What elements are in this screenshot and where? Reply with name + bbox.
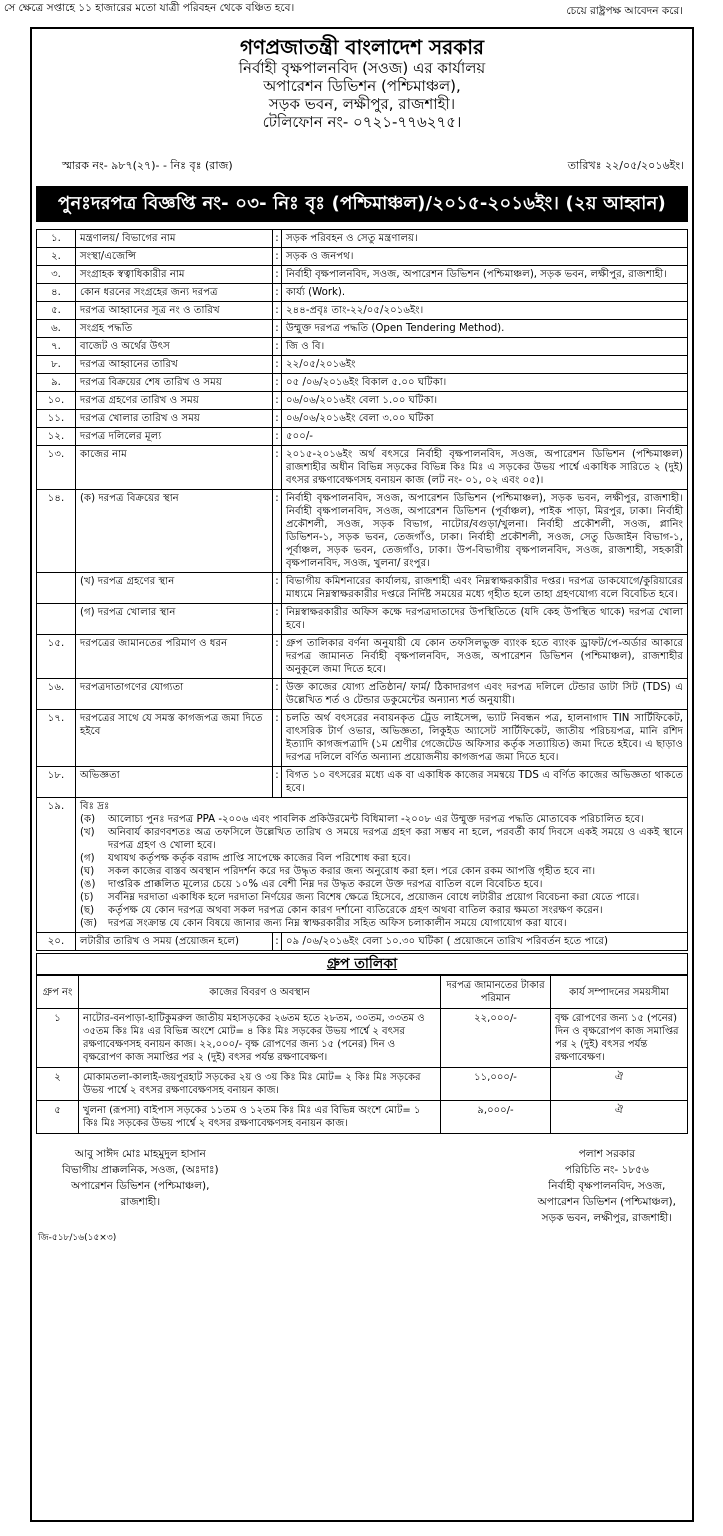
row-number: ১৫. xyxy=(37,635,76,679)
note-text: দরপত্র সংক্রান্ত যে কোন বিষয়ে জানার জন্য নিম্ন স্বাক্ষরকারীর সহিত অফিস চলাকালীন সময়ে যোগাযোগ করা যাবে। xyxy=(108,918,567,929)
row-colon: : xyxy=(273,410,282,428)
signature-block-right xyxy=(538,1146,676,1226)
note-text: দাপ্তরিক প্রাক্কলিত মূল্যের চেয়ে ১০% এর বেশী নিম্ন দর উদ্ধৃত করলে উক্ত দরপত্র বাতিল বলে বিবেচিত হবে। xyxy=(108,879,543,890)
info-row xyxy=(37,356,688,374)
note-letter: (গ) xyxy=(80,853,95,864)
header-work-description: কাজের বিবরণ ও অবস্থান xyxy=(79,976,441,1009)
row-colon: : xyxy=(273,356,282,374)
row-value: ২০১৫-২০১৬ইং অর্থ বৎসরে নির্বাহী বৃক্ষপালনবিদ, সওজ, অপারেশন ডিভিশন (পশ্চিমাঞ্চল) রাজশাহীর অধীন বিভিন্ন সড়কের বিভিন্ন কিঃ মিঃ এ সড়কের উভয় পার্শ্বে একাধিক সারিতে ২ (দুই) বৎসর রক্ষণাবেক্ষণসহ বনায়ন কাজ (লট নং- ০১, ০২ এবং ০৫)। xyxy=(282,446,688,490)
row-number: ৬. xyxy=(37,320,76,338)
row-value: ০৬/০৬/২০১৬ইং বেলা ১.০০ ঘটিকা। xyxy=(282,392,688,410)
note-item xyxy=(80,826,683,852)
row-value: উক্ত কাজের যোগ্য প্রতিষ্ঠান/ ফার্ম/ ঠিকাদারগণ এবং দরপত্র দলিলে টেন্ডার ডাটা সিট (TDS) এ উল্লেখিত শর্ত ও টেন্ডার ডকুমেন্টের অন্যান্য শর্ত অনুযায়ী। xyxy=(282,679,688,710)
notes-title: বিঃ দ্রঃ xyxy=(80,801,110,812)
row-value: সড়ক ও জনপথ। xyxy=(282,248,688,266)
row-value: নির্বাহী বৃক্ষপালনবিদ, সওজ, অপারেশন ডিভিশন (পশ্চিমাঞ্চল), সড়ক ভবন, লক্ষীপুর, রাজশাহী। নির্বাহী বৃক্ষপালনবিদ, সওজ, অপারেশন ডিভিশন (পূর্বাঞ্চল), পাইক পাড়া, মিরপুর, ঢাকা। নির্বাহী প্রকৌশলী, সওজ, সড়ক বিভাগ, নাটোর/বগুড়া/খুলনা। নির্বাহী প্রকৌশলী, সওজ, প্লানিং ডিভিশন-১, সড়ক ভবন, তেজগাঁও, ঢাকা। নির্বাহী প্রকৌশলী, সওজ, সেতু ডিজাইন বিভাগ-১, পূর্বাঞ্চল, সড়ক ভবন, তেজগাঁও, ঢাকা। উপ-বিভাগীয় বৃক্ষপালনবিদ, সওজ, রাজশাহী, সহকারী বৃক্ষপালনবিদ, সওজ, খুলনা/ রংপুর। xyxy=(282,490,688,573)
row-label: দরপত্র আহ্বানের তারিখ xyxy=(76,356,273,374)
row-number: ৭. xyxy=(37,338,76,356)
group-number: ১ xyxy=(37,1009,79,1068)
info-row xyxy=(37,302,688,320)
info-row xyxy=(37,635,688,679)
row-number: ১৬. xyxy=(37,679,76,710)
row-number: ২০. xyxy=(37,933,76,951)
note-item xyxy=(80,917,683,930)
row-colon: : xyxy=(273,573,282,604)
info-row xyxy=(37,374,688,392)
note-letter: (জ) xyxy=(80,918,98,929)
signatory-designation: নির্বাহী বৃক্ষপালনবিদ, সওজ, xyxy=(548,1180,666,1192)
info-row xyxy=(37,410,688,428)
signatory-name: আবু সাঈদ মোঃ মাহমুদুল হাসান xyxy=(74,1148,206,1160)
top-news-strip xyxy=(0,0,723,26)
completion-time: ঐ xyxy=(551,1068,688,1101)
group-table-header-row xyxy=(37,976,688,1009)
row-value: বিগত ১০ বৎসরের মধ্যে এক বা একাধিক কাজের সমন্বয়ে TDS এ বর্ণিত কাজের অভিজ্ঞতা থাকতে হবে। xyxy=(282,767,688,798)
office-telephone: টেলিফোন নং- ০৭২১-৭৭৬২৭৫। xyxy=(262,113,462,131)
group-list-title: গ্রুপ তালিকা xyxy=(36,953,688,975)
row-value: ২৪৪-প্রবৃঃ তাং-২২/০৫/২০১৬ইং। xyxy=(282,302,688,320)
office-address: সড়ক ভবন, লক্ষীপুর, রাজশাহী। xyxy=(268,95,456,113)
row-colon: : xyxy=(273,604,282,635)
advertisement-code: জি-৫১৮/১৬(১৫×৩) xyxy=(38,1233,117,1243)
row-label: বাজেট ও অর্থের উৎস xyxy=(76,338,273,356)
row-number: ১২. xyxy=(37,428,76,446)
row-number: ১১. xyxy=(37,410,76,428)
row-value: ০৫ /০৬/২০১৬ইং বিকাল ৫.০০ ঘটিকা। xyxy=(282,374,688,392)
info-row xyxy=(37,284,688,302)
row-colon: : xyxy=(273,320,282,338)
row-number xyxy=(37,573,76,604)
info-row xyxy=(37,248,688,266)
row-colon: : xyxy=(273,266,282,284)
row-label: কাজের নাম xyxy=(76,446,273,490)
work-description: মোকামতলা-কালাই-জয়পুরহাট সড়কের ২য় ও ৩য় কিঃ মিঃ মোট= ২ কিঃ মিঃ সড়কের উভয় পার্শ্বে ২ বৎসর রক্ষণাবেক্ষণসহ বনায়ন কাজ। xyxy=(79,1068,441,1101)
work-description: নাটোর-বনপাড়া-হাটিকুমরুল জাতীয় মহাসড়কের ২৬তম হতে ২৮তম, ৩০তম, ৩৩তম ও ৩৫তম কিঃ মিঃ এর বিভিন্ন অংশে মোট= ৪ কিঃ মিঃ সড়কের উভয় পার্শ্বে ২ বৎসর রক্ষণাবেক্ষণসহ বনায়ন কাজ। ২২,০০০/- বৃক্ষ রোপণের জন্য ১৫ (পনের) দিন ও বৃক্ষরোপণ কাজ সমাপ্তির পর ২ (দুই) বৎসর পর্যন্ত রক্ষণাবেক্ষণ। xyxy=(79,1009,441,1068)
row-label: দরপত্রের জামানতের পরিমাণ ও ধরন xyxy=(76,635,273,679)
signatory-name: পলাশ সরকার xyxy=(578,1148,636,1160)
deposit-amount: ১১,০০০/- xyxy=(441,1068,551,1101)
row-number: ৩. xyxy=(37,266,76,284)
row-value: জি ও বি। xyxy=(282,338,688,356)
row-value: চলতি অর্থ বৎসরের নবায়নকৃত ট্রেড লাইসেন্স, ভ্যাট নিবন্ধন পত্র, হালনাগাদ TIN সার্টিফিকেট, বাৎসরিক টার্ণ ওভার, অভিজ্ঞতা, লিকুইড অ্যাসেট সার্টিফিকেট, জাতীয় পরিচয়পত্র, মানি রশিদ ইত্যাদি কাগজপত্রাদি (১ম শ্রেণীর গেজেটেড অফিসার কর্তৃক সত্যায়িত) জমা দিতে হইবে। এ ছাড়াও দরপত্র দলিলে বর্ণিত অন্যান্য প্রয়োজনীয় কাগজপত্র জমা দিতে হবে। xyxy=(282,710,688,767)
row-number: ৪. xyxy=(37,284,76,302)
note-text: যথাযথ কর্তৃপক্ষ কর্তৃক বরাদ্দ প্রাপ্তি সাপেক্ষে কাজের বিল পরিশোধ করা হবে। xyxy=(108,853,411,864)
info-row xyxy=(37,446,688,490)
note-text: সকল কাজের বাস্তব অবস্থান পরিদর্শন করে দর উদ্ধৃত করার জন্য অনুরোধ করা হল। পরে কোন রকম আপত্তি গৃহীত হবে না। xyxy=(108,866,596,877)
row-label: সংগ্রাহক স্বত্বাধিকারীর নাম xyxy=(76,266,273,284)
row-colon: : xyxy=(273,933,282,951)
note-item xyxy=(80,865,683,878)
row-label: দরপত্র বিক্রয়ের শেষ তারিখ ও সময় xyxy=(76,374,273,392)
row-colon: : xyxy=(273,428,282,446)
row-colon: : xyxy=(273,374,282,392)
info-row xyxy=(37,392,688,410)
row-label: দরপত্র আহ্বানের সূত্র নং ও তারিখ xyxy=(76,302,273,320)
note-letter: (ঘ) xyxy=(80,866,95,877)
info-row xyxy=(37,573,688,604)
info-row xyxy=(37,490,688,573)
notice-date: তারিখঃ ২২/০৫/২০১৬ইং। xyxy=(567,159,684,172)
note-item xyxy=(80,878,683,891)
row-number: ১. xyxy=(37,230,76,248)
row-colon: : xyxy=(273,248,282,266)
row-label: দরপত্র খোলার তারিখ ও সময় xyxy=(76,410,273,428)
note-letter: (খ) xyxy=(80,827,95,838)
notes-cell xyxy=(76,798,688,933)
row-label: (খ) দরপত্র গ্রহণের স্থান xyxy=(76,573,273,604)
govt-title: গণপ্রজাতন্ত্রী বাংলাদেশ সরকার xyxy=(240,35,484,59)
info-row xyxy=(37,320,688,338)
info-row xyxy=(37,230,688,248)
group-row xyxy=(37,1068,688,1101)
row-label: (গ) দরপত্র খোলার স্থান xyxy=(76,604,273,635)
row-colon: : xyxy=(273,490,282,573)
completion-time: ঐ xyxy=(551,1101,688,1134)
row-label: অভিজ্ঞতা xyxy=(76,767,273,798)
lottery-row xyxy=(37,933,688,951)
row-number xyxy=(37,604,76,635)
notes-row xyxy=(37,798,688,933)
note-letter: (চ) xyxy=(80,892,94,903)
note-letter: (ছ) xyxy=(80,905,95,916)
row-label: দরপত্র গ্রহণের তারিখ ও সময় xyxy=(76,392,273,410)
info-row xyxy=(37,604,688,635)
header-deposit-amount: দরপত্র জামানতের টাকার পরিমান xyxy=(441,976,551,1009)
note-text: আলোচ্য পুনঃ দরপত্র PPA -২০০৬ এবং পাবলিক প্রকিউরমেন্ট বিধিমালা -২০০৮ এর উম্মুক্ত দরপত্র পদ্ধতি মোতাবেক পরিচালিত হবে। xyxy=(108,814,644,825)
office-name: নির্বাহী বৃক্ষপালনবিদ (সওজ) এর কার্যালয় xyxy=(238,59,486,77)
row-label: দরপত্রের সাথে যে সমস্ত কাগজপত্র জমা দিতে হইবে xyxy=(76,710,273,767)
completion-time: বৃক্ষ রোপণের জন্য ১৫ (পনের) দিন ও বৃক্ষরোপণ কাজ সমাপ্তির পর ২ (দুই) বৎসর পর্যন্ত রক্ষণাবেক্ষণ। xyxy=(551,1009,688,1068)
signatory-designation: বিভাগীয় প্রাক্কলনিক, সওজ, (অঃদাঃ) xyxy=(62,1164,219,1176)
row-number: ১৪. xyxy=(37,490,76,573)
group-row xyxy=(37,1101,688,1134)
notice-banner: পুনঃদরপত্র বিজ্ঞপ্তি নং- ০৩- নিঃ বৃঃ (পশ্চিমাঞ্চল)/২০১৫-২০১৬ইং। (২য় আহ্বান) xyxy=(36,186,688,222)
deposit-amount: ২২,০০০/- xyxy=(441,1009,551,1068)
row-value: ৫০০/- xyxy=(282,428,688,446)
group-number: ৫ xyxy=(37,1101,79,1134)
deposit-amount: ৯,০০০/- xyxy=(441,1101,551,1134)
note-letter: (ঙ) xyxy=(80,879,96,890)
row-label: সংস্থা/এজেন্সি xyxy=(76,248,273,266)
note-text: কর্তৃপক্ষ যে কোন দরপত্র অথবা সকল দরপত্র কোন কারণ দর্শানো ব্যতিরেকে গ্রহণ অথবা বাতিল করার ক্ষমতা সংরক্ষণ করেন। xyxy=(108,905,603,916)
row-label: সংগ্রহ পদ্ধতি xyxy=(76,320,273,338)
row-label: দরপত্র দলিলের মূল্য xyxy=(76,428,273,446)
memo-number: স্মারক নং- ৯৮৭(২৭)- - নিঃ বৃঃ (রাজ) xyxy=(62,159,233,172)
signatory-city: রাজশাহী। xyxy=(120,1196,161,1208)
group-row xyxy=(37,1009,688,1068)
top-strip-left-text: সে ক্ষেত্রে সপ্তাহে ১১ হাজারের মতো যাত্রী পরিবহন থেকে বঞ্চিত হবে। xyxy=(4,2,295,14)
row-label: লটারীর তারিখ ও সময় (প্রয়োজন হলে) xyxy=(76,933,273,951)
row-number: ৯. xyxy=(37,374,76,392)
row-value: নিম্নস্বাক্ষরকারীর অফিস কক্ষে দরপত্রদাতাদের উপস্থিতিতে (যদি কেহ উপস্থিত থাকে) দরপত্র খোলা হবে। xyxy=(282,604,688,635)
row-value: সড়ক পরিবহন ও সেতু মন্ত্রণালয়। xyxy=(282,230,688,248)
row-colon: : xyxy=(273,767,282,798)
note-letter: (ক) xyxy=(80,814,96,825)
top-strip-right-text: চেয়ে রাষ্ট্রপক্ষ আবেদন করে। xyxy=(566,5,683,17)
note-item xyxy=(80,891,683,904)
tender-info-table xyxy=(36,229,688,951)
info-row xyxy=(37,679,688,710)
row-colon: : xyxy=(273,284,282,302)
signatory-id: পরিচিতি নং- ১৮৫৬ xyxy=(564,1164,649,1176)
row-value: ২২/০৫/২০১৬ইং xyxy=(282,356,688,374)
header-completion-time: কার্য সম্পাদনের সময়সীমা xyxy=(551,976,688,1009)
info-row xyxy=(37,266,688,284)
note-text: অনিবার্য কারণবশতঃ অত্র তফসিলে উল্লেখিত তারিখ ও সময়ে দরপত্র গ্রহণ করা সম্ভব না হলে, পরবর্তী কার্য দিবসে একই সময়ে ও একই স্থানে দরপত্র গ্রহণ ও খোলা হবে। xyxy=(108,827,683,851)
signatory-address: সড়ক ভবন, লক্ষীপুর, রাজশাহী। xyxy=(541,1212,673,1224)
header-group-no: গ্রুপ নং xyxy=(37,976,79,1009)
info-row xyxy=(37,428,688,446)
row-number: ৮. xyxy=(37,356,76,374)
row-colon: : xyxy=(273,710,282,767)
row-label: (ক) দরপত্র বিক্রয়ের স্থান xyxy=(76,490,273,573)
row-number: ১৯. xyxy=(37,798,76,933)
row-number: ৫. xyxy=(37,302,76,320)
signatory-division: অপারেশন ডিভিশন (পশ্চিমাঞ্চল), xyxy=(71,1180,210,1192)
row-label: মন্ত্রণালয়/ বিভাগের নাম xyxy=(76,230,273,248)
row-colon: : xyxy=(273,446,282,490)
group-table xyxy=(36,975,688,1134)
row-colon: : xyxy=(273,392,282,410)
info-row xyxy=(37,338,688,356)
work-description: খুলনা (রূপসা) বাইপাস সড়কের ১১তম ও ১২তম কিঃ মিঃ এর বিভিন্ন অংশে মোট= ১ কিঃ মিঃ সড়কের উভয় পার্শ্বে ২ বৎসর রক্ষণাবেক্ষণসহ বনায়ন কাজ। xyxy=(79,1101,441,1134)
row-value: গ্রুপ তালিকার বর্ণনা অনুযায়ী যে কোন তফসিলভুক্ত ব্যাংক হতে ব্যাংক ড্রাফট/পে-অর্ডার আকারে দরপত্র জামানত নির্বাহী বৃক্ষপালনবিদ, সওজ, অপারেশন ডিভিশন (পশ্চিমাঞ্চল), রাজশাহীর অনুকূলে জমা দিতে হবে। xyxy=(282,635,688,679)
row-number: ১৭. xyxy=(37,710,76,767)
info-row xyxy=(37,710,688,767)
row-number: ১০. xyxy=(37,392,76,410)
note-item xyxy=(80,852,683,865)
row-value: ০৬/০৬/২০১৬ইং বেলা ৩.০০ ঘটিকা xyxy=(282,410,688,428)
row-colon: : xyxy=(273,302,282,320)
row-number: ২. xyxy=(37,248,76,266)
row-label: কোন ধরনের সংগ্রহের জন্য দরপত্র xyxy=(76,284,273,302)
row-colon: : xyxy=(273,230,282,248)
row-value: কার্য্য (Work). xyxy=(282,284,688,302)
division-name: অপারেশন ডিভিশন (পশ্চিমাঞ্চল), xyxy=(263,77,461,95)
row-value: নির্বাহী বৃক্ষপালনবিদ, সওজ, অপারেশন ডিভিশন (পশ্চিমাঞ্চল), সড়ক ভবন, লক্ষীপুর, রাজশাহী। xyxy=(282,266,688,284)
row-value: ০৯ /০৬/২০১৬ইং বেলা ১০.৩০ ঘটিকা ( প্রয়োজনে তারিখ পরিবর্তন হতে পারে) xyxy=(282,933,688,951)
row-colon: : xyxy=(273,679,282,710)
note-item xyxy=(80,813,683,826)
row-colon: : xyxy=(273,635,282,679)
row-label: দরপত্রদাতাগণের যোগ্যতা xyxy=(76,679,273,710)
row-number: ১৮. xyxy=(37,767,76,798)
info-row xyxy=(37,767,688,798)
signatory-division: অপারেশন ডিভিশন (পশ্চিমাঞ্চল), xyxy=(537,1196,676,1208)
tender-notice-frame xyxy=(30,27,694,1522)
note-text: সর্বনিম্ন দরদাতা একাধিক হলে দরদাতা নির্ণয়ের জন্য বিশেষ ক্ষেত্রে হিসেবে, প্রয়োজন বোধে লটারীর প্রয়োগ বিবেচনা করা যেতে পারে। xyxy=(108,892,640,903)
office-header xyxy=(32,35,692,131)
group-number: ২ xyxy=(37,1068,79,1101)
row-value: উম্মুক্ত দরপত্র পদ্ধতি (Open Tendering Method). xyxy=(282,320,688,338)
signature-block-left xyxy=(62,1146,219,1210)
row-value: বিভাগীয় কমিশনারের কার্যালয়, রাজশাহী এবং নিম্নস্বাক্ষরকারীর দপ্তর। দরপত্র ডাকযোগে/কুরিয়ারের মাধ্যমে নিম্নস্বাক্ষরকারীর দপ্তরে নির্দিষ্ট সময়ের মধ্যে গৃহীত হলে তাহা গ্রহণযোগ্য বলে বিবেচিত হবে। xyxy=(282,573,688,604)
row-colon: : xyxy=(273,338,282,356)
note-item xyxy=(80,904,683,917)
row-number: ১৩. xyxy=(37,446,76,490)
